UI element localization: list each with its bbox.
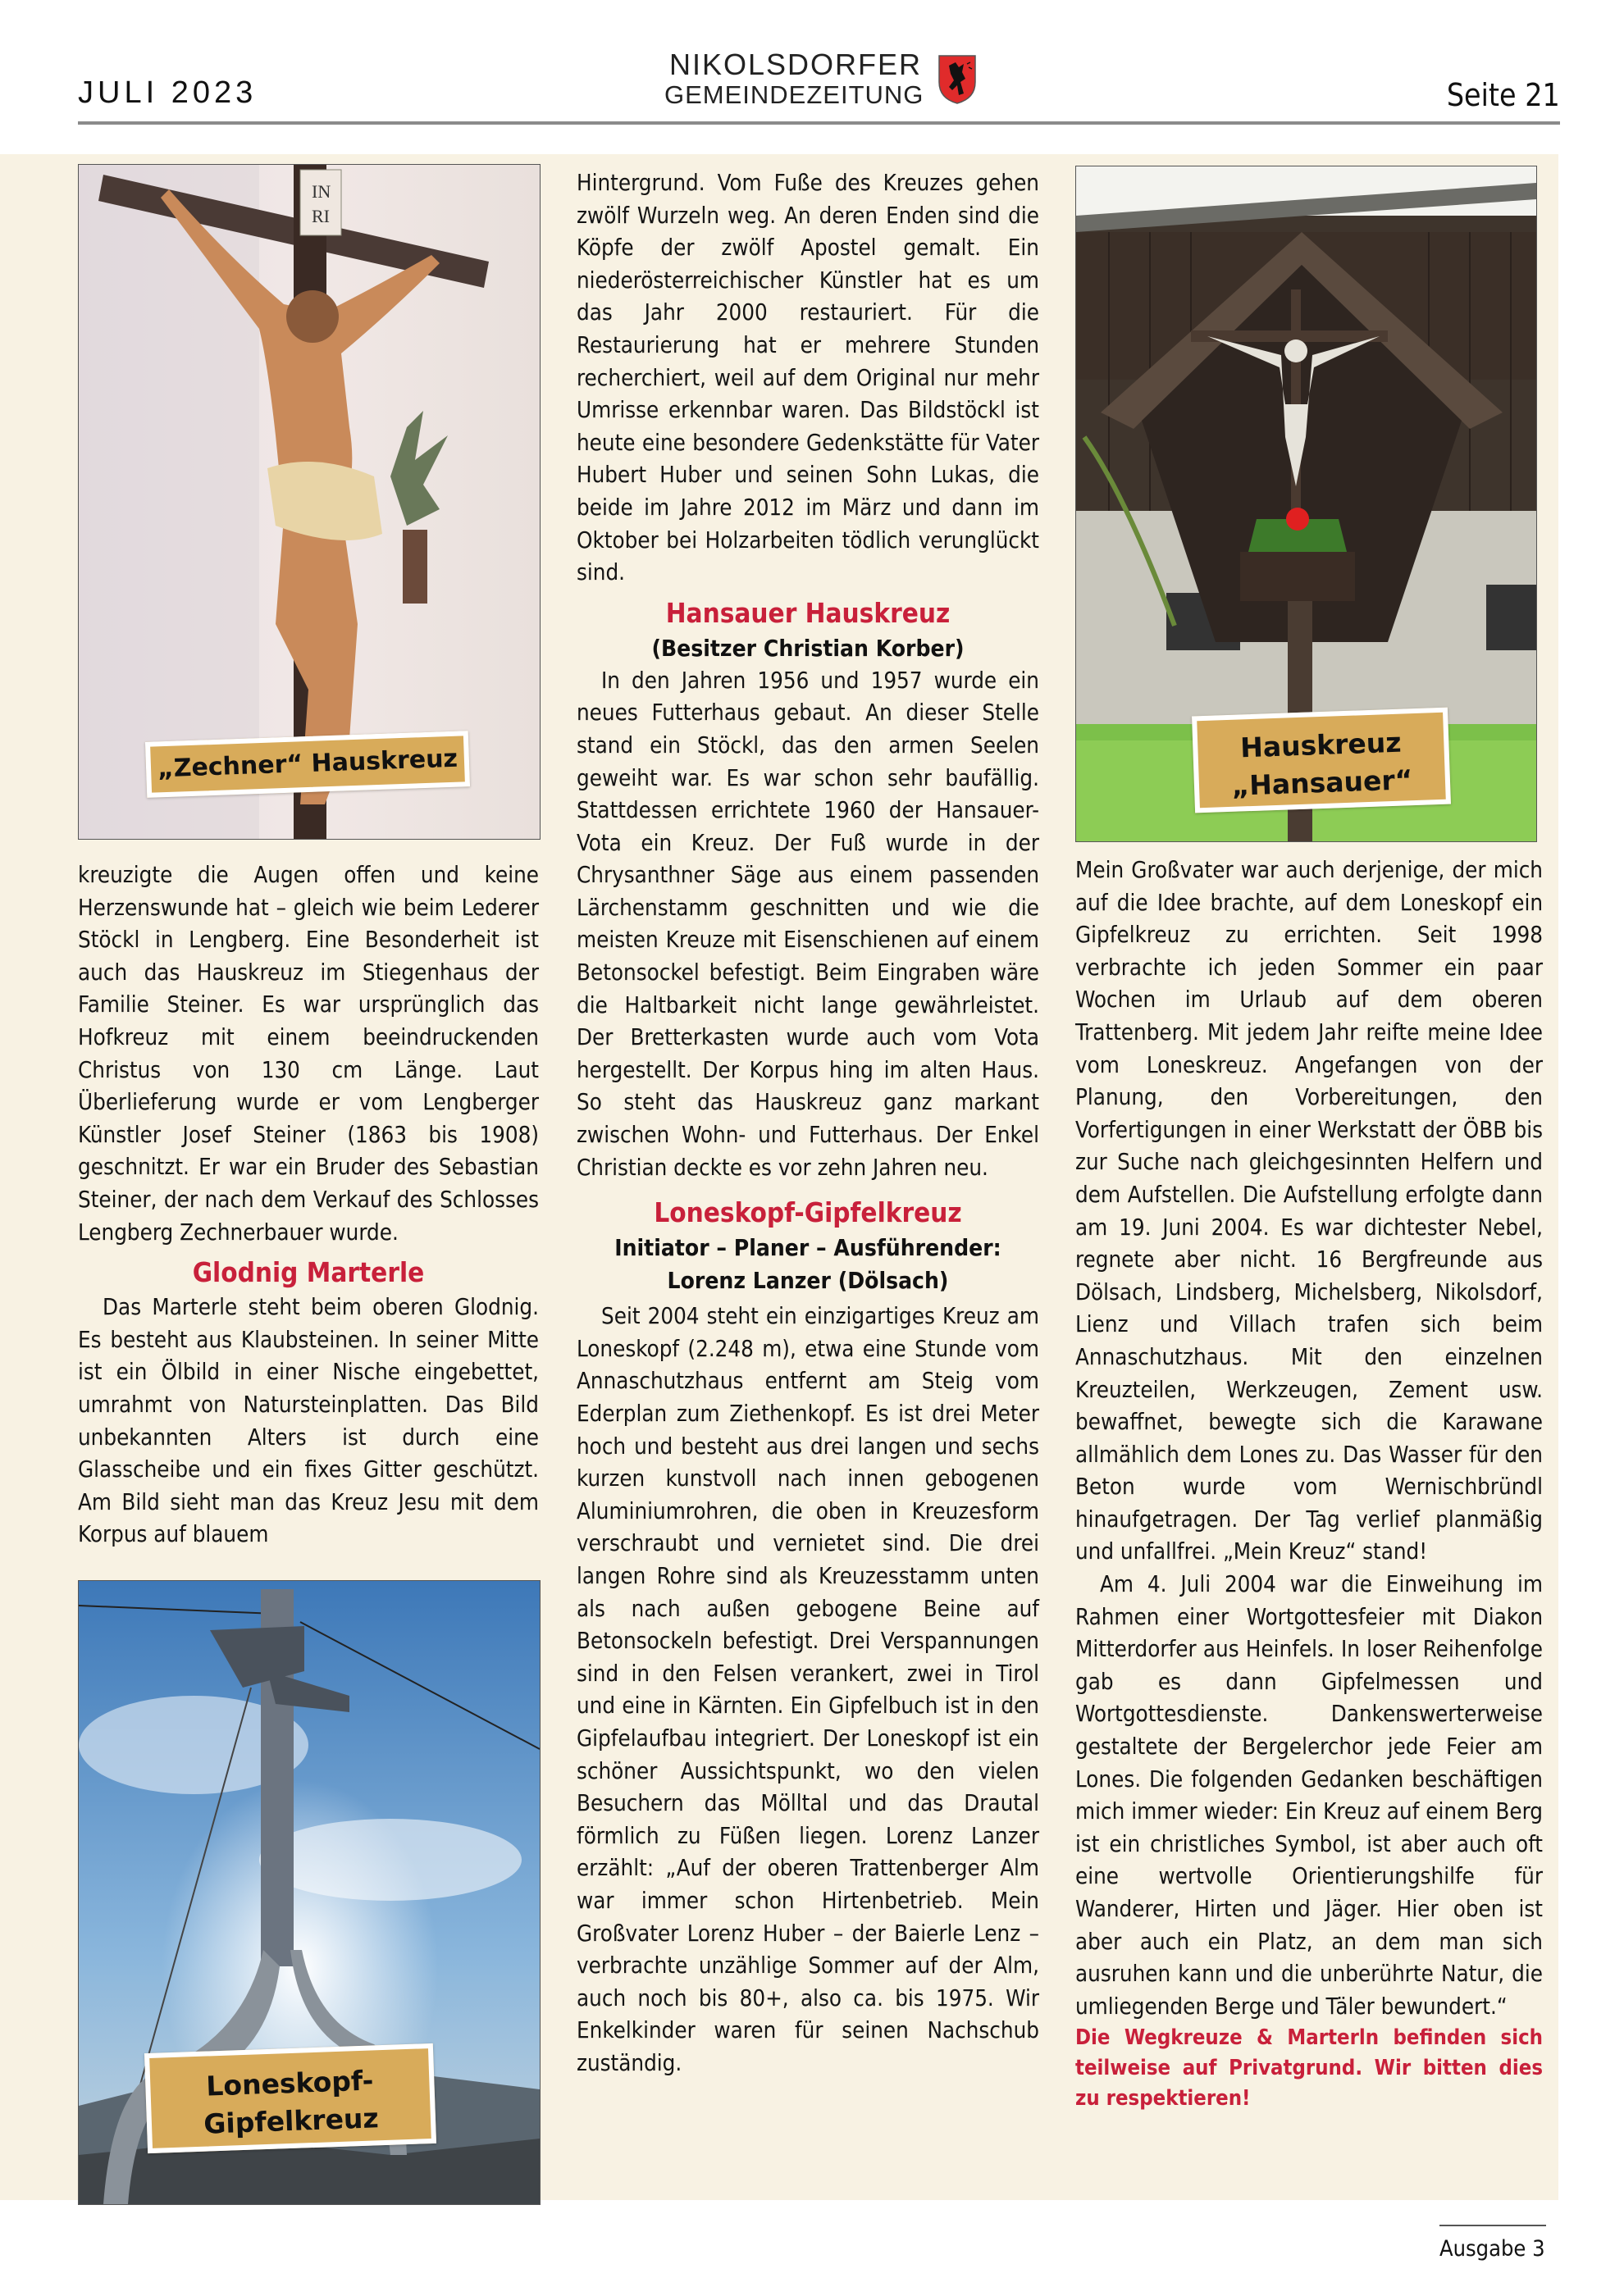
caption-line: Loneskopf- bbox=[205, 2064, 374, 2102]
section-heading-loneskopf-gipfelkreuz: Loneskopf-Gipfelkreuz bbox=[654, 1196, 962, 1229]
issue-date: JULI 2023 bbox=[78, 75, 258, 110]
section-heading-hansauer-hauskreuz: Hansauer Hauskreuz bbox=[665, 596, 951, 629]
section-heading-glodnig-marterle: Glodnig Marterle bbox=[192, 1256, 425, 1289]
paragraph: kreuzigte die Augen offen und keine Herzenswunde hat – gleich wie beim Lederer Stöckl in Lengberg. Eine Besonderheit ist auch das Hauskreuz im Stiegenhaus der Familie Steiner. Es war ursprünglich das Hofkreuz mit einem beeindruckenden Christus von 130 cm Länge. Laut Überlieferung wurde er vom Lengberger Künstler Josef Steiner (1863 bis 1908) geschnitzt. Er war ein Bruder des Sebastian Steiner, der nach dem Verkauf des Schlosses Lengberg Zechnerbauer wurde. bbox=[78, 862, 539, 1246]
svg-text:IN: IN bbox=[312, 181, 331, 202]
masthead-title: NIKOLSDORFER bbox=[669, 48, 923, 81]
right-column bbox=[1075, 854, 1543, 2114]
paragraph: Am 4. Juli 2004 war die Einweihung im Rahmen einer Wortgottesfeier mit Diakon Mitterdorfer aus Heinfels. In loser Reihenfolge gab es dann Gipfelmessen und Wortgottesdienste. Dankenswerterweise gestaltete der Bergelerchor jede Feier am Lones. Die folgenden Gedanken beschäftigen mich immer wieder: Ein Kreuz auf einem Berg ist ein christliches Symbol, ist aber auch oft eine wertvolle Orientierungshilfe für Wanderer, Hirten und Jäger. Hier oben ist aber auch ein Platz, an dem man sich ausruhen kann und die unberührte Natur, die umliegenden Berge und Täler bewundert.“ bbox=[1075, 1571, 1543, 2020]
section-subheading: (Besitzer Christian Korber) bbox=[651, 634, 965, 662]
paragraph: In den Jahren 1956 und 1957 wurde ein neues Futterhaus gebaut. An dieser Stelle stand ein Stöckl, das den armen Seelen geweiht war. Es war schon sehr baufällig. Stattdessen errichtete 1960 der Hansauer-Vota ein Kreuz. Der Fuß wurde in der Chrysanthner Säge aus einem passenden Lärchenstamm geschnitten und wie die meisten Kreuze mit Eisenschienen auf einem Betonsockel befestigt. Beim Eingraben wäre die Haltbarkeit nicht lange gewährleistet. Der Bretterkasten wurde auch vom Vota hergestellt. Der Korpus hing im alten Haus. So steht das Hauskreuz ganz markant zwischen Wohn- und Futterhaus. Der Enkel Christian deckte es vor zehn Jahren neu. bbox=[577, 667, 1039, 1181]
page-number: Seite 21 bbox=[1447, 77, 1560, 113]
middle-column bbox=[577, 167, 1039, 2080]
caption-text: „Zechner“ Hauskreuz bbox=[157, 744, 458, 784]
masthead-subtitle: GEMEINDEZEITUNG bbox=[664, 80, 924, 109]
svg-text:RI: RI bbox=[312, 206, 330, 226]
section-subheading: Lorenz Lanzer (Dölsach) bbox=[667, 1267, 949, 1295]
section-subheading: Initiator – Planer – Ausführender: bbox=[614, 1234, 1001, 1262]
photo-caption-zechner bbox=[145, 731, 470, 798]
caption-line: Gipfelkreuz bbox=[203, 2102, 380, 2140]
caption-line: „Hansauer“ bbox=[1230, 763, 1413, 802]
footer-divider bbox=[1439, 2225, 1546, 2226]
paragraph: Mein Großvater war auch derjenige, der mich auf die Idee brachte, auf dem Loneskopf ein Gipfelkreuz zu errichten. Seit 1998 verbrachte ich jeden Sommer ein paar Wochen im Urlaub auf dem oberen Trattenberg. Mit jedem Jahr reifte meine Idee vom Loneskreuz. Angefangen von der Planung, den Vorbereitungen, den Vorfertigungen in einer Werkstatt der ÖBB bis zur Suche nach gleichgesinnten Helfern und dem Aufstellen. Die Aufstellung erfolgte dann am 19. Juni 2004. Es war dichtester Nebel, regnete aber nicht. 16 Bergfreunde aus Dölsach, Lindsberg, Michelsberg, Nikolsdorf, Lienz und Villach trafen sich beim Annaschutzhaus. Mit den einzelnen Kreuzteilen, Werkzeugen, Zement usw. bewaffnet, bewegte sich die Karawane allmählich dem Lones zu. Das Wasser für den Beton wurde vom Wernischbründl hinaufgetragen. Der Tag verlief planmäßig und unfallfrei. „Mein Kreuz“ stand! bbox=[1075, 857, 1543, 1565]
left-column bbox=[78, 859, 539, 1551]
paragraph: Seit 2004 steht ein einzigartiges Kreuz am Loneskopf (2.248 m), etwa eine Stunde vom Annaschutzhaus entfernt am Steig vom Ederplan zum Ziethenkopf. Es ist drei Meter hoch und besteht aus drei langen und sechs kurzen kunstvoll nach innen gebogenen Aluminiumrohren, die oben in Kreuzesform verschraubt und vernietet sind. Die drei langen Rohre sind als Kreuzesstamm unten als nach außen gebogene Beine auf Betonsockeln befestigt. Drei Verspannungen sind in den Felsen verankert, zwei in Tirol und eine in Kärnten. Ein Gipfelbuch ist in den Gipfelaufbau integriert. Der Loneskopf ist ein schöner Aussichtspunkt, wo den vielen Besuchern das Mölltal und das Drautal förmlich zu Füßen liegen. Lorenz Lanzer erzählt: „Auf der oberen Trattenberger Alm war immer schon Hirtenbetrieb. Mein Großvater Lorenz Huber – der Baierle Lenz – verbrachte unzählige Sommer auf der Alm, auch noch bis 80+, also ca. bis 1975. Wir Enkelkinder waren für seinen Nachschub zuständig. bbox=[577, 1303, 1039, 2076]
private-property-notice: Die Wegkreuze & Marterln befinden sich teilweise auf Privatgrund. Wir bitten dies zu respektieren! bbox=[1075, 2025, 1543, 2112]
issue-number: Ausgabe 3 bbox=[1439, 2236, 1545, 2262]
caption-line: Hauskreuz bbox=[1239, 726, 1403, 764]
paragraph: Das Marterle steht beim oberen Glodnig. Es besteht aus Klaubsteinen. In seiner Mitte ist ein Ölbild in einer Nische eingebettet, umrahmt von Natursteinplatten. Das Bild unbekannten Alters ist durch eine Glasscheibe und ein fixes Gitter geschützt. Am Bild sieht man das Kreuz Jesu mit dem Korpus auf blauem bbox=[78, 1294, 539, 1548]
coat-of-arms-shield-icon bbox=[937, 54, 977, 105]
photo-caption-loneskopf bbox=[144, 2043, 436, 2153]
header-divider bbox=[78, 121, 1560, 125]
masthead bbox=[663, 48, 974, 121]
paragraph: Hintergrund. Vom Fuße des Kreuzes gehen zwölf Wurzeln weg. An deren Enden sind die Köpfe der zwölf Apostel gemalt. Ein niederösterreichischer Künstler hat es um das Jahr 2000 restauriert. Für die Restaurierung hat er mehrere Stunden recherchiert, weil auf dem Original nur mehr Umrisse erkennbar waren. Das Bildstöckl ist heute eine besondere Gedenkstätte für Vater Hubert Huber und seinen Sohn Lukas, die beide im Jahre 2012 im März und dann im Oktober bei Holzarbeiten tödlich verunglückt sind. bbox=[577, 170, 1039, 586]
photo-caption-hansauer bbox=[1192, 708, 1451, 813]
